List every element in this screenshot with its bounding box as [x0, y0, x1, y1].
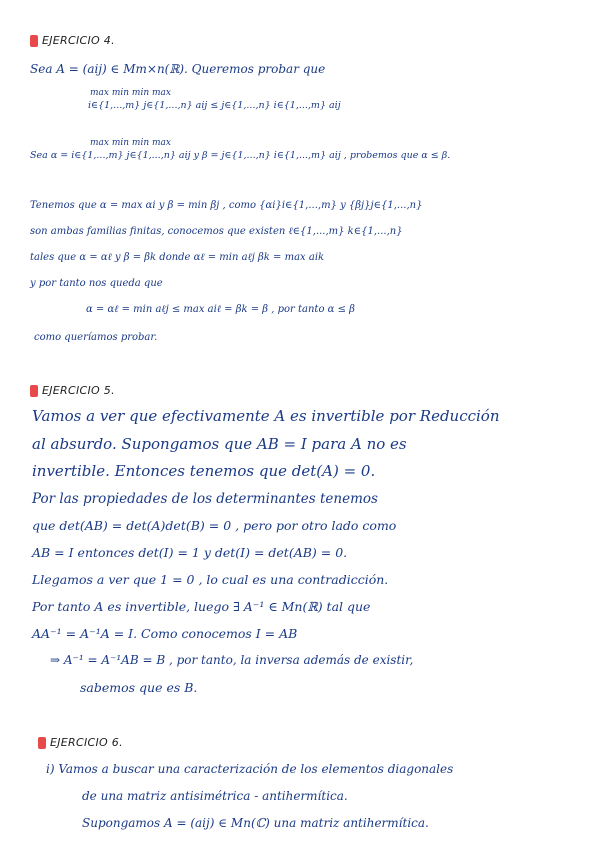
text-line: ⇒ A⁻¹ = A⁻¹AB = B , por tanto, la inversa además de existir,: [50, 653, 414, 667]
text-line: como queríamos probar.: [34, 332, 158, 343]
red-marker-icon: [30, 385, 38, 397]
red-marker-icon: [38, 737, 46, 749]
text-line: Por tanto A es invertible, luego ∃ A⁻¹ ∈ Mn(ℝ) tal que: [32, 599, 371, 614]
text-line: AB = I entonces det(I) = 1 y det(I) = det(AB) = 0.: [32, 545, 348, 560]
text-line: Vamos a ver que efectivamente A es invertible por Reducción: [32, 407, 500, 425]
text-line: i) Vamos a buscar una caracterización de los elementos diagonales: [46, 762, 454, 776]
text-line: que det(AB) = det(A)det(B) = 0 , pero por otro lado como: [32, 518, 397, 533]
text-line: invertible. Entonces tenemos que det(A) = 0.: [32, 462, 376, 480]
section-heading-ej4: [30, 34, 115, 47]
text-line: Sea A = (aij) ∈ Mm×n(ℝ). Queremos probar que: [30, 62, 326, 76]
text-line: AA⁻¹ = A⁻¹A = I. Como conocemos I = AB: [32, 626, 298, 641]
text-line: Supongamos A = (aij) ∈ Mn(ℂ) una matriz antihermítica.: [82, 816, 429, 830]
formula-line-top: max min min max: [90, 138, 171, 148]
text-line: Por las propiedades de los determinantes tenemos: [32, 491, 378, 507]
text-line: de una matriz antisimétrica - antihermítica.: [82, 789, 348, 803]
red-marker-icon: [30, 35, 38, 47]
section-title: EJERCICIO 4.: [42, 34, 115, 47]
formula-line-top: max min min max: [90, 88, 171, 98]
text-line: α = αℓ = min aℓj ≤ max aiℓ = βk = β , por tanto α ≤ β: [86, 304, 355, 315]
section-title: EJERCICIO 5.: [42, 384, 115, 397]
text-line: Tenemos que α = max αi y β = min βj , como {αi}i∈{1,...,m} y {βj}j∈{1,...,n}: [30, 200, 423, 211]
text-line: son ambas familias finitas, conocemos que existen ℓ∈{1,...,m} k∈{1,...,n}: [30, 226, 403, 237]
section-heading-ej6: [38, 736, 123, 749]
text-line: y por tanto nos queda que: [30, 278, 163, 289]
formula-line: i∈{1,...,m} j∈{1,...,n} aij ≤ j∈{1,...,n} i∈{1,...,m} aij: [88, 100, 341, 111]
text-line: al absurdo. Supongamos que AB = I para A no es: [32, 435, 407, 453]
text-line: sabemos que es B.: [80, 680, 198, 695]
text-line: Llegamos a ver que 1 = 0 , lo cual es una contradicción.: [32, 572, 389, 587]
section-heading-ej5: [30, 384, 115, 397]
text-line: Sea α = i∈{1,...,m} j∈{1,...,n} aij y β = j∈{1,...,n} i∈{1,...,m} aij , probemos que α ≤ β.: [30, 150, 451, 161]
text-line: tales que α = αℓ y β = βk donde αℓ = min aℓj βk = max aik: [30, 252, 325, 263]
section-title: EJERCICIO 6.: [50, 736, 123, 749]
